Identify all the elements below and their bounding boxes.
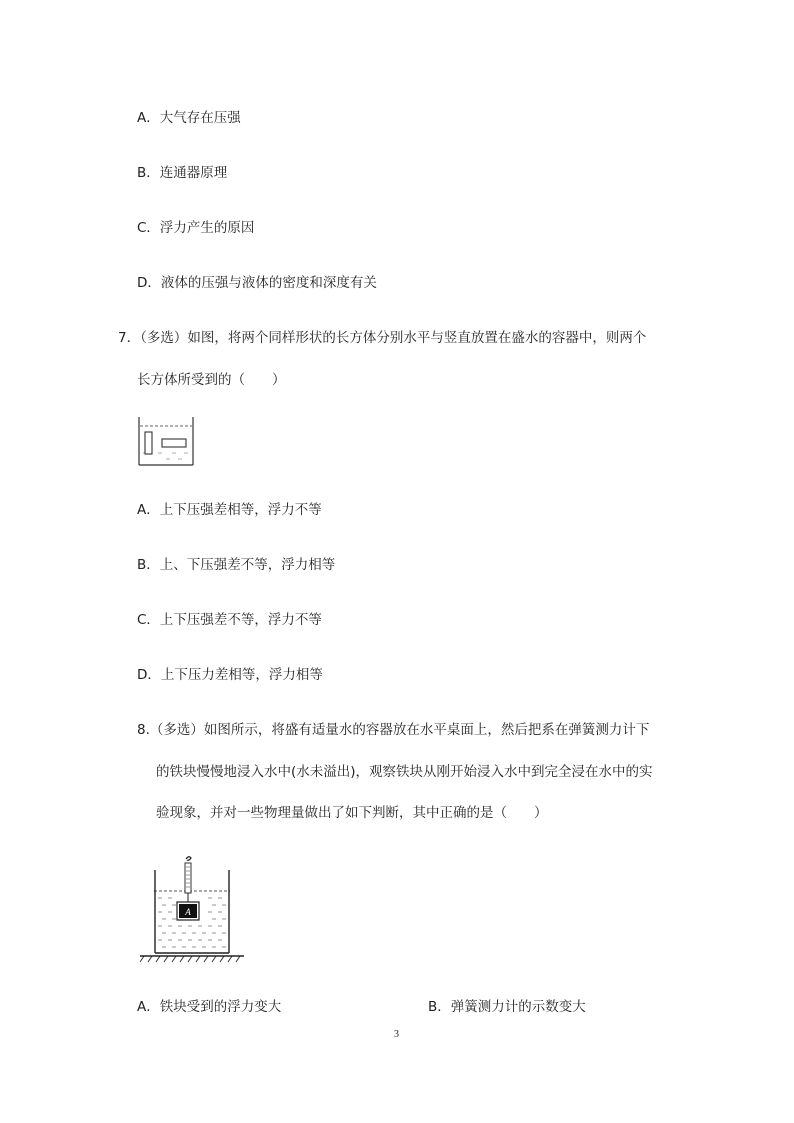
q6-option-c: C．浮力产生的原因 [137, 220, 255, 236]
q7-stem-line2: 长方体所受到的（ ） [137, 372, 286, 388]
vertical-block [145, 432, 152, 454]
q7-option-a: A．上下压强差相等，浮力不等 [137, 502, 322, 518]
page-number: 3 [394, 1029, 399, 1040]
horizontal-block [162, 439, 186, 447]
iron-block-label: A [185, 907, 191, 917]
q8-option-a: A．铁块受到的浮力变大 [137, 999, 282, 1015]
q6-option-d: D．液体的压强与液体的密度和深度有关 [137, 275, 377, 291]
q7-stem-line1: 7．（多选）如图，将两个同样形状的长方体分别水平与竖直放置在盛水的容器中，则两个 [118, 330, 647, 346]
q8-stem-line1: 8.（多选）如图所示，将盛有适量水的容器放在水平桌面上，然后把系在弹簧测力计下 [137, 722, 650, 738]
q8-stem-line3: 验现象，并对一些物理量做出了如下判断，其中正确的是（ ） [156, 805, 548, 821]
q7-option-d: D．上下压力差相等，浮力相等 [137, 667, 323, 683]
q7-option-b: B．上、下压强差不等，浮力相等 [137, 557, 336, 573]
q8-option-b: B．弹簧测力计的示数变大 [428, 999, 586, 1015]
q6-option-a: A．大气存在压强 [137, 110, 241, 126]
q7-container-figure [138, 415, 194, 467]
q7-option-c: C．上下压强差不等，浮力不等 [137, 612, 322, 628]
spring-scale-body [185, 863, 191, 893]
q8-spring-scale-figure [140, 855, 244, 965]
q8-stem-line2: 的铁块慢慢地浸入水中(水未溢出)，观察铁块从刚开始浸入水中到完全浸在水中的实 [156, 764, 653, 780]
q6-option-b: B．连通器原理 [137, 165, 228, 181]
